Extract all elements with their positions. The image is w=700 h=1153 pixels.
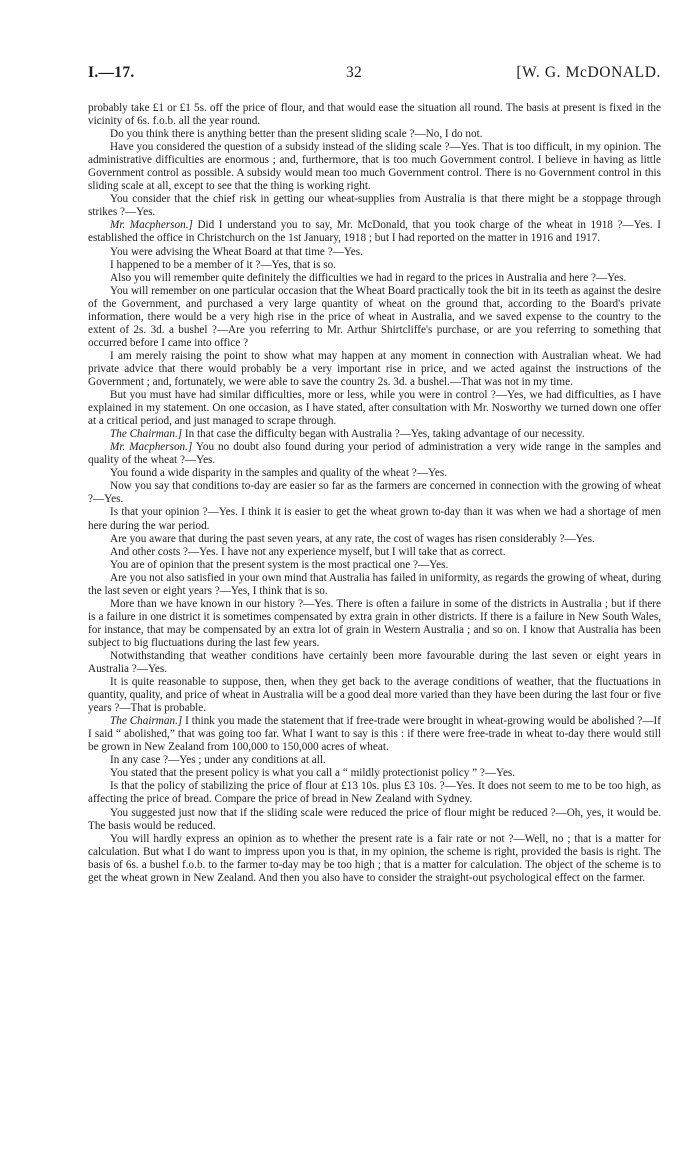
document-body — [88, 102, 661, 885]
paragraph — [88, 767, 661, 780]
paragraph — [88, 193, 661, 219]
paragraph — [88, 572, 661, 598]
paragraph — [88, 833, 661, 885]
paragraph — [88, 219, 661, 245]
paragraph — [88, 480, 661, 506]
paragraph-text: You are of opinion that the present system is the most practical one ?—Yes. — [110, 558, 449, 571]
paragraph-text: I am merely raising the point to show what may happen at any moment in connection with Australian wheat. We had private advice that there would probably be a very important rise in price, and we acted against the instructions of the Government ; and, fortunately, we were able to save the country 2s. 3d. a bushel.—That was not in my time. — [88, 349, 661, 388]
paragraph — [88, 598, 661, 650]
paragraph-text: I happened to be a member of it ?—Yes, that is so. — [110, 258, 336, 271]
paragraph — [88, 676, 661, 715]
paragraph — [88, 285, 661, 350]
paragraph — [88, 533, 661, 546]
document-reference: I.—17. — [88, 64, 135, 81]
paragraph-text: Do you think there is anything better than the present sliding scale ?—No, I do not. — [110, 128, 483, 141]
paragraph — [88, 559, 661, 572]
paragraph-text: You suggested just now that if the sliding scale were reduced the price of flour might be reduced ?—Oh, yes, it would be. The basis would be reduced. — [88, 806, 661, 832]
paragraph-text: I think you made the statement that if free-trade were brought in wheat-growing would be abolished ?—If I said “ abolished,” that was going too far. What I want to say is this : if there were free-trade in wheat to-day there would still be grown in New Zealand from 100,000 to 150,000 acres of wheat. — [88, 715, 662, 754]
paragraph — [88, 102, 661, 128]
paragraph-text: But you must have had similar difficulties, more or less, while you were in control ?—Yes, we had difficulties, as I have explained in my statement. On one occasion, as I have stated, after consultation with Mr. Nosworthy we turned down one offer at a critical period, and just managed to scrape through. — [88, 389, 661, 428]
paragraph-text: Is that your opinion ?—Yes. I think it is easier to get the wheat grown to-day than it was when we had a shortage of men here during the war period. — [88, 506, 661, 532]
paragraph — [88, 350, 661, 389]
paragraph-text: Now you say that conditions to-day are easier so far as the farmers are concerned in connection with the growing of wheat ?—Yes. — [88, 480, 661, 506]
paragraph — [88, 715, 661, 754]
paragraph-text: You were advising the Wheat Board at that time ?—Yes. — [110, 245, 363, 258]
paragraph-text: More than we have known in our history ?—Yes. There is often a failure in some of the districts in Australia ; but if there is a failure in one district it is sometimes compensated by extra grain in other districts. If there is a failure in New South Wales, for instance, that may be compensated by an extra lot of grain in Western Australia ; and so on. I know that Australia has been subject to big fluctuations during the last few years. — [88, 597, 661, 649]
paragraph-text: You stated that the present policy is what you call a “ mildly protectionist policy ” ?—Yes. — [110, 767, 516, 780]
paragraph — [88, 428, 661, 441]
paragraph-text: probably take £1 or £1 5s. off the price of flour, and that would ease the situation all round. The basis at present is fixed in the vicinity of 6s. f.o.b. all the year round. — [88, 102, 661, 128]
paragraph — [88, 259, 661, 272]
paragraph-text: Notwithstanding that weather conditions have certainly been more favourable during the last seven or eight years in Australia ?—Yes. — [88, 649, 661, 676]
paragraph-text: You no doubt also found during your period of administration a very wide range in the samples and quality of the wheat ?—Yes. — [88, 441, 661, 467]
paragraph-text: Is that the policy of stabilizing the price of flour at £13 10s. plus £3 10s. ?—Yes. It does not seem to me to be too high, as affecting the price of bread. Compare the price of bread in New Zealand with Sydney. — [88, 780, 661, 806]
paragraph-text: Are you aware that during the past seven years, at any rate, the cost of wages has risen considerably ?—Yes. — [110, 532, 595, 545]
paragraph-text: Are you not also satisfied in your own mind that Australia has failed in uniformity, as regards the growing of wheat, during the last seven or eight years ?—Yes, I think that is so. — [88, 571, 661, 597]
paragraph-text: Did I understand you to say, Mr. McDonald, that you took charge of the wheat in 1918 ?—Yes. I established the office in Christchurch on the 1st January, 1918 ; but I had reported on the matter in 1916 and 1917. — [88, 219, 661, 245]
paragraph-text: You consider that the chief risk in getting our wheat-supplies from Australia is that there might be a stoppage through strikes ?—Yes. — [88, 193, 661, 219]
paragraph — [88, 754, 661, 767]
speaker-label: Mr. Macpherson.] — [110, 219, 193, 232]
paragraph-text: You will hardly express an opinion as to whether the present rate is a fair rate or not ?—Well, no ; that is a matter for calculation. But what I do want to impress upon you is that, in my opinion, the scheme is right, provided the basis is right. The basis of 6s. a bushel f.o.b. to the farmer to-day may be too high ; that is a matter for calculation. The object of the scheme is to get the wheat grown in New Zealand. And then you also have to consider the straight-out psychological effect on the farmer. — [88, 832, 661, 884]
paragraph — [88, 467, 661, 480]
paragraph-text: Have you considered the question of a subsidy instead of the sliding scale ?—Yes. That is too difficult, in my opinion. The administrative difficulties are enormous ; and, furthermore, that is too much Government control. I believe in having as little Government control as possible. A subsidy would mean too much Government control. There is no Government control in this sliding scale at all, except to see that the thing is working right. — [88, 141, 661, 193]
paragraph — [88, 246, 661, 259]
page-header — [88, 64, 661, 94]
paragraph-text: It is quite reasonable to suppose, then, when they get back to the average conditions of weather, that the fluctuations in quantity, quality, and price of wheat in Australia will be a good deal more varied than they have been during the last four or five years ?—That is probable. — [88, 676, 661, 715]
speaker-label: Mr. Macpherson.] — [110, 441, 193, 454]
paragraph — [88, 546, 661, 559]
paragraph — [88, 128, 661, 141]
page-number: 32 — [346, 64, 363, 81]
paragraph-text: You will remember on one particular occasion that the Wheat Board practically took the bit in its teeth as against the desire of the Government, and purchased a very large quantity of wheat on the ground that, according to the Board's private information, there would be a very high rise in the price of wheat in Australia, and we saved expense to the country to the extent of 2s. 3d. a bushel ?—Are you referring to Mr. Arthur Shirtcliffe's purchase, or are you referring to something that occurred before I came into office ? — [88, 284, 661, 349]
paragraph-text: In that case the difficulty began with Australia ?—Yes, taking advantage of our necessity. — [182, 428, 585, 441]
paragraph — [88, 141, 661, 193]
paragraph — [88, 389, 661, 428]
speaker-label: The Chairman.] — [110, 428, 183, 441]
paragraph-text: In any case ?—Yes ; under any conditions at all. — [110, 754, 326, 767]
paragraph — [88, 272, 661, 285]
witness-name: [W. G. McDONALD. — [516, 64, 661, 81]
paragraph-text: You found a wide disparity in the samples and quality of the wheat ?—Yes. — [110, 467, 448, 480]
paragraph — [88, 441, 661, 467]
document-page — [88, 64, 661, 885]
paragraph-text: Also you will remember quite definitely the difficulties we had in regard to the prices in Australia and here ?—Yes. — [110, 271, 627, 284]
paragraph — [88, 650, 661, 676]
paragraph-text: And other costs ?—Yes. I have not any experience myself, but I will take that as correct. — [110, 545, 506, 558]
paragraph — [88, 506, 661, 532]
paragraph — [88, 780, 661, 806]
speaker-label: The Chairman.] — [110, 715, 183, 728]
paragraph — [88, 807, 661, 833]
